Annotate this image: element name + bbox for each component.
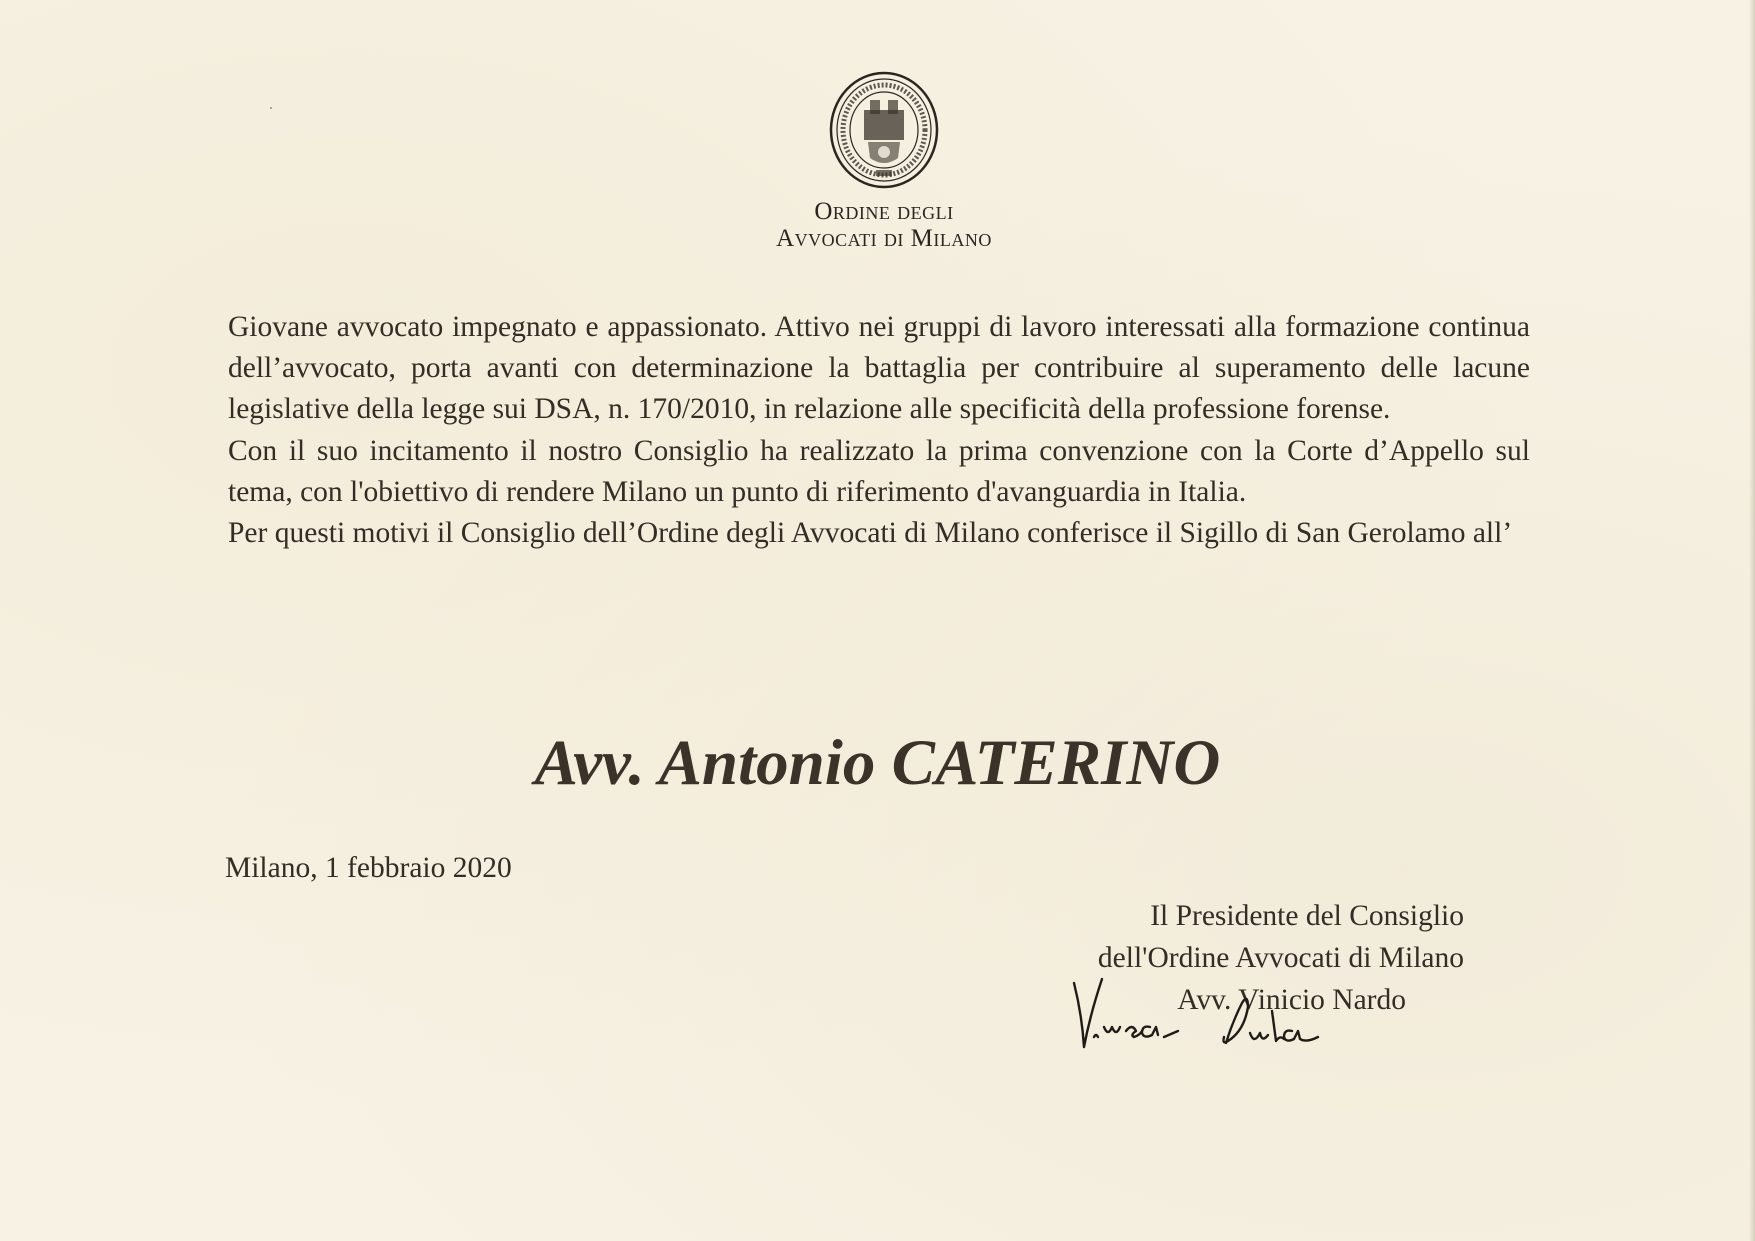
organization-name-line2: Avvocati di Milano — [776, 225, 992, 252]
citation-text — [228, 307, 1530, 554]
paper-speck — [270, 107, 272, 109]
handwritten-signature — [1068, 975, 1408, 1060]
paper-edge-shadow — [1749, 0, 1755, 1241]
citation-paragraph-3: Per questi motivi il Consiglio dell’Ordine degli Avvocati di Milano conferisce il Sigillo di San Gerolamo all’ — [228, 517, 1513, 550]
bar-association-seal-icon — [828, 70, 940, 190]
citation-paragraph-2: Con il suo incitamento il nostro Consiglio ha realizzato la prima convenzione con la Corte d’Appello sul tema, con l'obiettivo di rendere Milano un punto di riferimento d'avanguardia in Italia. — [228, 434, 1530, 508]
recipient-name: Avv. Antonio CATERINO — [534, 727, 1221, 799]
organization-name-line1: Ordine degli — [814, 198, 954, 225]
place-and-date: Milano, 1 febbraio 2020 — [225, 852, 512, 884]
signatory-title-line2: dell'Ordine Avvocati di Milano — [1097, 942, 1464, 974]
signatory-title-line1: Il Presidente del Consiglio — [1150, 900, 1464, 932]
citation-paragraph-1: Giovane avvocato impegnato e appassionato. Attivo nei gruppi di lavoro interessati alla formazione continua dell’avvocato, porta avanti con determinazione la battaglia per contribuire al superamento delle lacune legislative della legge sui DSA, n. 170/2010, in relazione alle specificità della professione forense. — [228, 311, 1530, 426]
organization-name — [700, 198, 1068, 252]
signatory-name: Avv. Vinicio Nardo — [1177, 984, 1406, 1016]
